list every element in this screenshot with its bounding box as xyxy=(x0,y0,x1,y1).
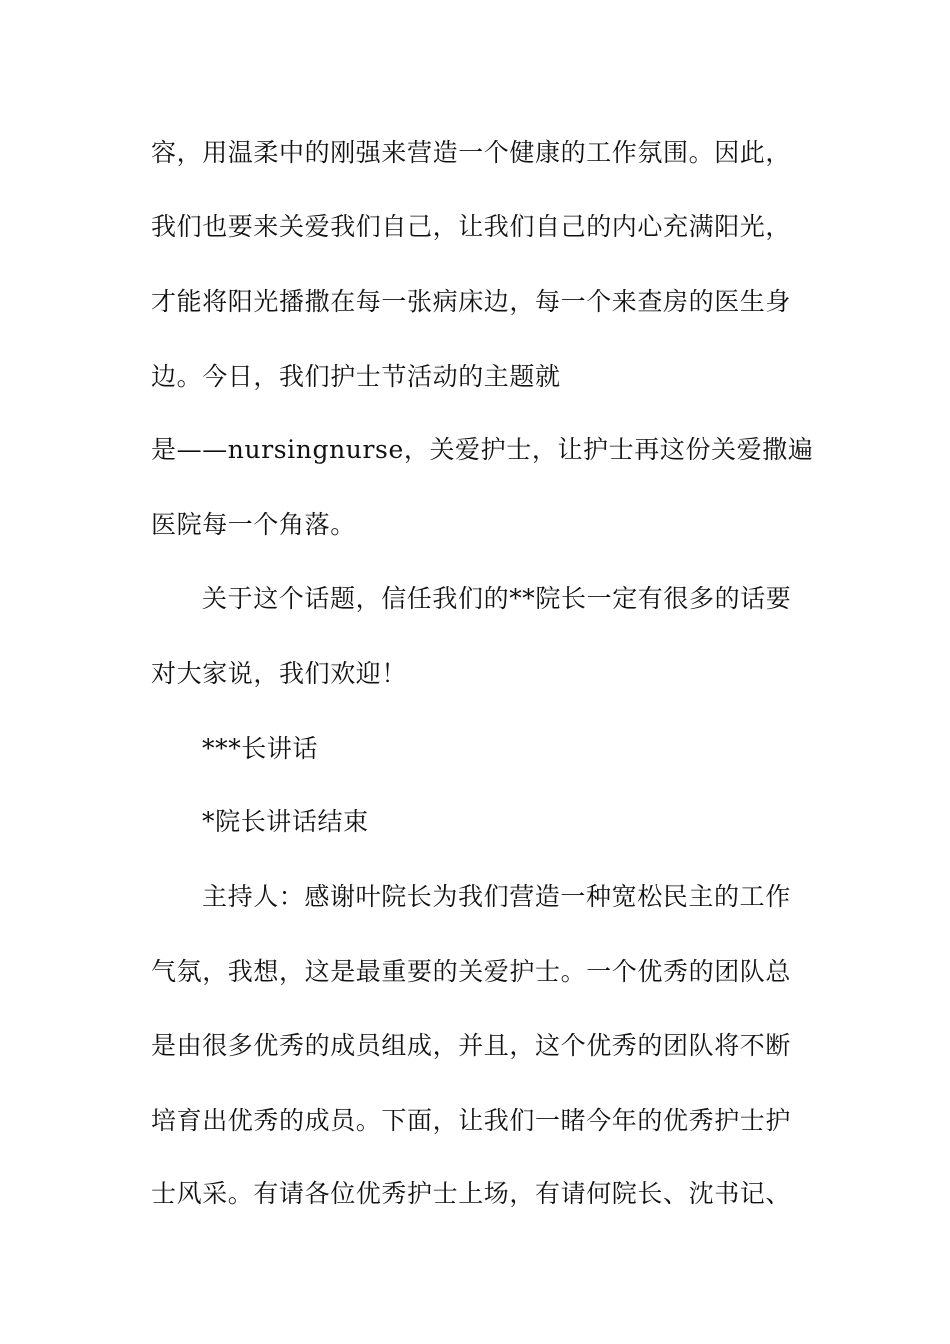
text-line: 是由很多优秀的成员组成，并且，这个优秀的团队将不断 xyxy=(151,1031,792,1060)
text-line: 边。今日，我们护士节活动的主题就 xyxy=(151,362,561,391)
text-line: 我们也要来关爱我们自己，让我们自己的内心充满阳光， xyxy=(151,212,792,241)
text-line: 士风采。有请各位优秀护士上场，有请何院长、沈书记、 xyxy=(151,1179,792,1208)
text-line: 医院每一个角落。 xyxy=(151,510,356,539)
paragraph-start-line: 关于这个话题，信任我们的**院长一定有很多的话要 xyxy=(202,584,792,613)
text-line: 对大家说，我们欢迎！ xyxy=(151,659,408,688)
text-line: 容，用温柔中的刚强来营造一个健康的工作氛围。因此， xyxy=(151,138,792,167)
text-line: 才能将阳光播撒在每一张病床边，每一个来查房的医生身 xyxy=(151,287,792,316)
paragraph-start-line: 主持人：感谢叶院长为我们营造一种宽松民主的工作 xyxy=(202,882,791,911)
text-line: 培育出优秀的成员。下面，让我们一睹今年的优秀护士护 xyxy=(151,1106,792,1135)
paragraph-start-line: ***长讲话 xyxy=(202,734,319,763)
text-line: 是——nursingnurse，关爱护士，让护士再这份关爱撒遍 xyxy=(151,435,814,464)
paragraph-start-line: *院长讲话结束 xyxy=(202,807,369,836)
text-line: 气氛，我想，这是最重要的关爱护士。一个优秀的团队总 xyxy=(151,957,792,986)
